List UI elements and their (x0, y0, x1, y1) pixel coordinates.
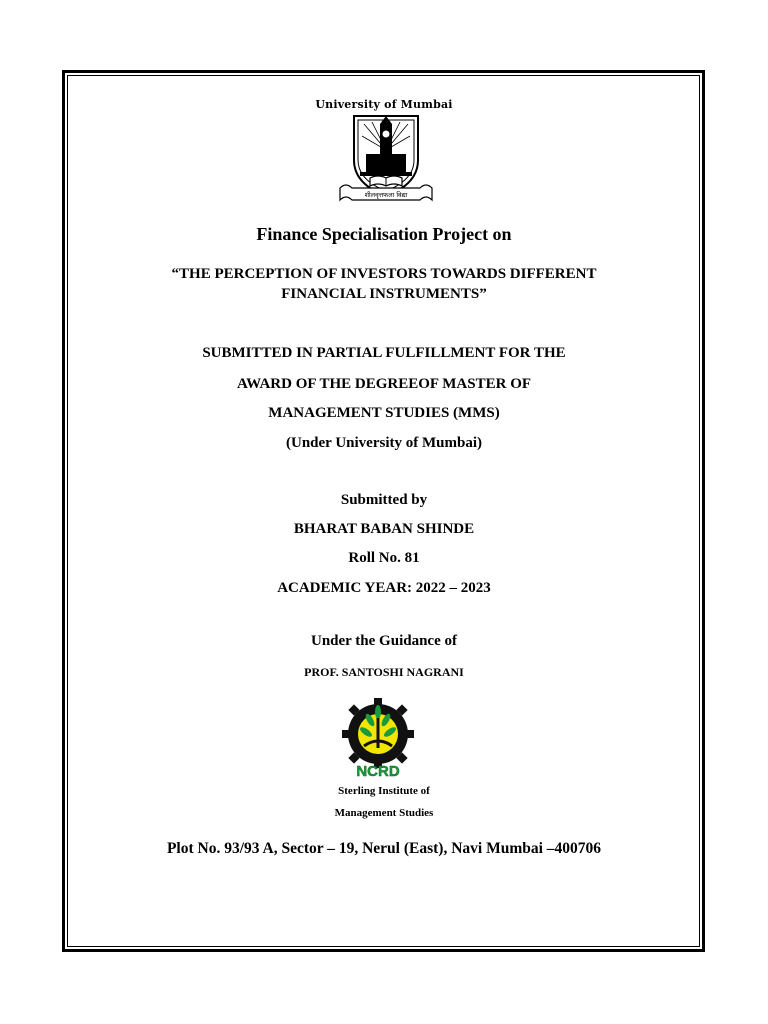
institute-address: Plot No. 93/93 A, Sector – 19, Nerul (East), Navi Mumbai –400706 (166, 840, 602, 857)
roll-number: Roll No. 81 (348, 550, 420, 566)
university-crest-logo (336, 110, 436, 206)
project-title-line-2: FINANCIAL INSTRUMENTS” (281, 286, 487, 302)
student-name: BHARAT BABAN SHINDE (293, 521, 475, 537)
university-name: University of Mumbai (315, 98, 453, 111)
submission-line-2: AWARD OF THE DEGREEOF MASTER OF (236, 376, 532, 392)
academic-year: ACADEMIC YEAR: 2022 – 2023 (277, 580, 491, 596)
institute-name-line-1: Sterling Institute of (338, 785, 430, 797)
guide-name: PROF. SANTOSHI NAGRANI (304, 665, 464, 679)
guidance-label: Under the Guidance of (311, 633, 457, 649)
submitted-by-label: Submitted by (340, 492, 428, 508)
submission-line-1: SUBMITTED IN PARTIAL FULFILLMENT FOR THE (202, 345, 566, 361)
ncrd-logo-text: NCRD (356, 763, 400, 780)
submission-line-4: (Under University of Mumbai) (286, 435, 482, 451)
crest-motto: शीलवृत्तफला विद्या (364, 191, 408, 199)
project-heading: Finance Specialisation Project on (256, 224, 512, 244)
ncrd-logo (330, 690, 426, 780)
institute-name-line-2: Management Studies (334, 807, 434, 819)
project-title-line-1: “THE PERCEPTION OF INVESTORS TOWARDS DIFFERENT (171, 266, 597, 282)
submission-line-3: MANAGEMENT STUDIES (MMS) (268, 405, 500, 421)
